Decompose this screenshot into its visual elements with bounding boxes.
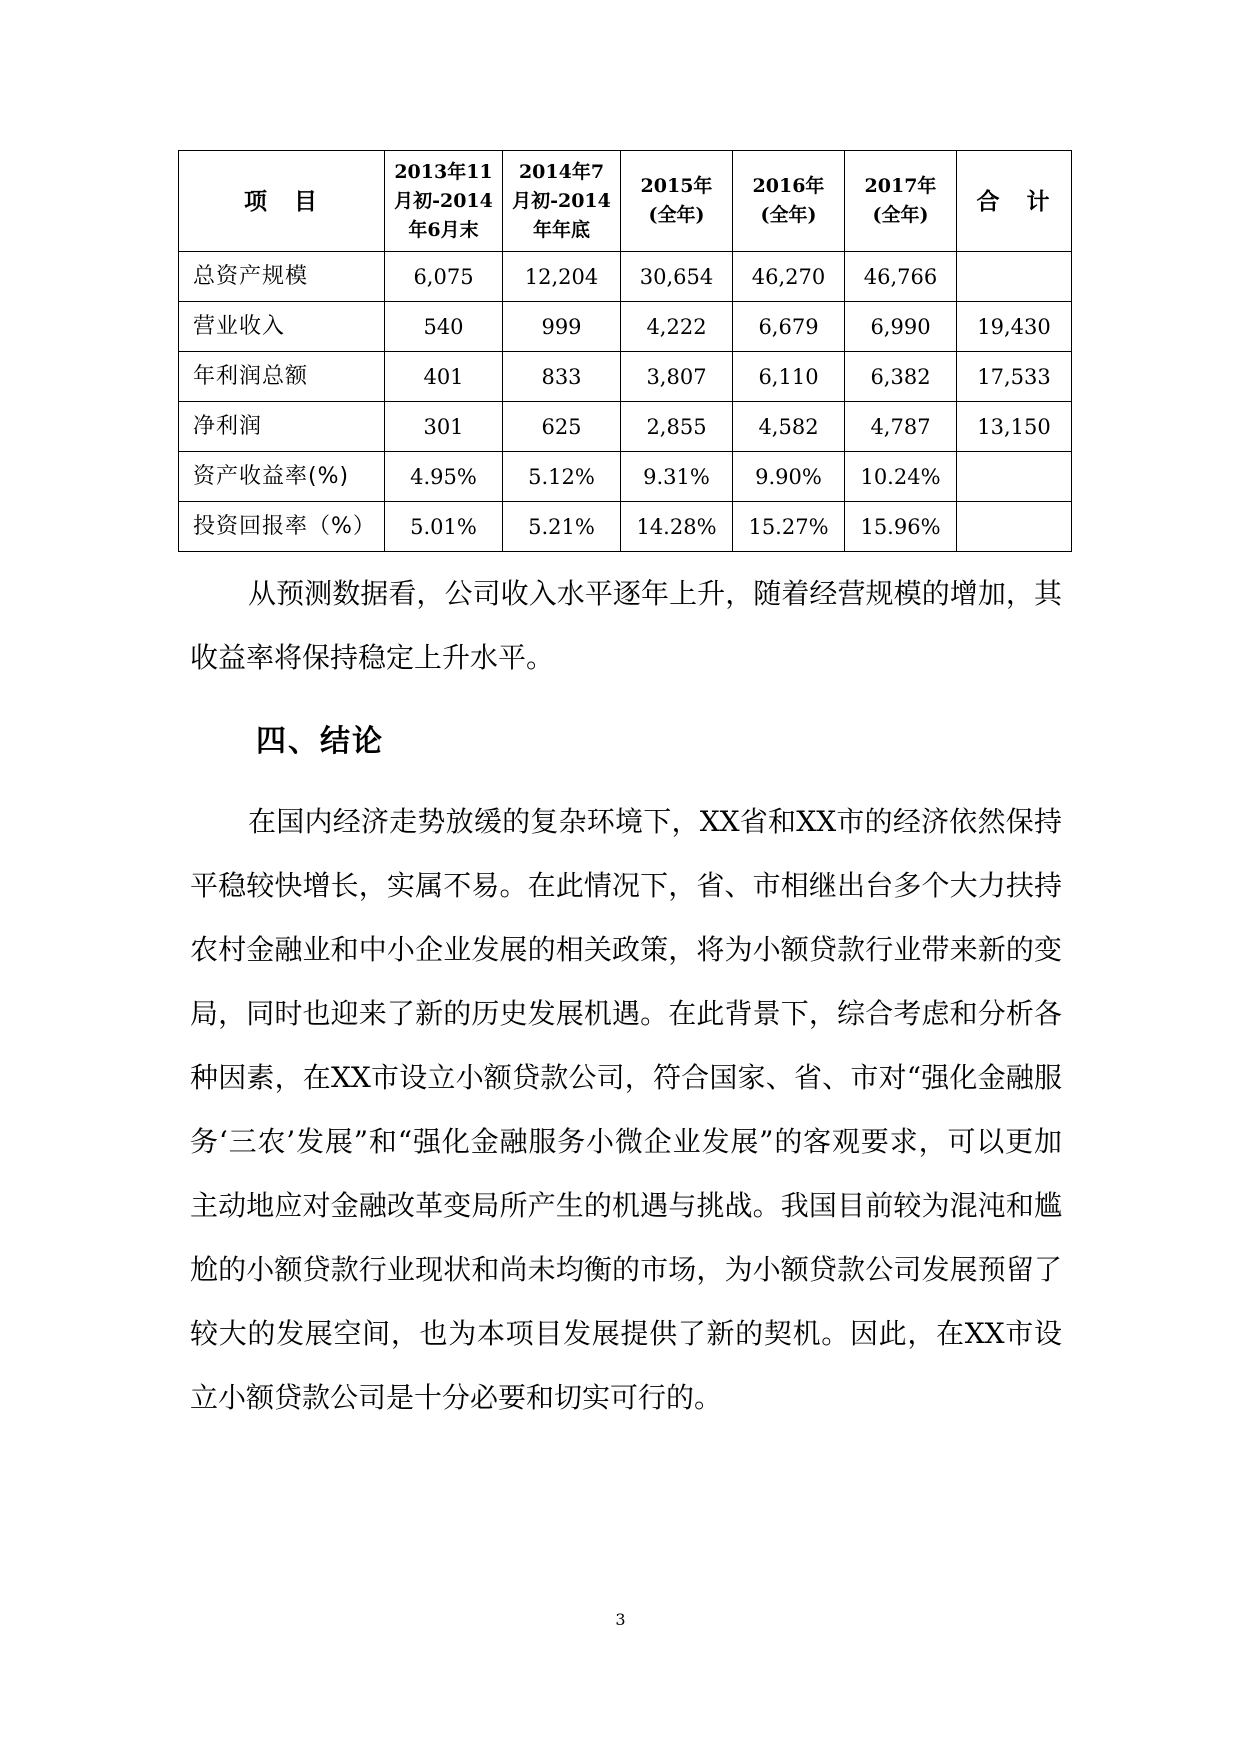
table-cell: 30,654 xyxy=(621,252,733,302)
table-cell: 46,766 xyxy=(845,252,957,302)
row-label: 资产收益率(%) xyxy=(179,452,385,502)
table-cell xyxy=(957,252,1072,302)
table-cell: 9.90% xyxy=(733,452,845,502)
header-2016: 2016年 (全年) xyxy=(733,151,845,252)
table-cell: 12,204 xyxy=(503,252,621,302)
table-cell: 9.31% xyxy=(621,452,733,502)
table-cell: 14.28% xyxy=(621,502,733,552)
financial-forecast-table xyxy=(178,150,1072,552)
table-header-row xyxy=(179,151,1072,252)
table-row xyxy=(179,352,1072,402)
table-cell: 3,807 xyxy=(621,352,733,402)
header-period-2013-2014h1: 2013年11 月初-2014 年6月末 xyxy=(385,151,503,252)
table-cell: 999 xyxy=(503,302,621,352)
page-number: 3 xyxy=(615,1610,626,1629)
table-cell: 5.12% xyxy=(503,452,621,502)
table-row xyxy=(179,302,1072,352)
row-label: 营业收入 xyxy=(179,302,385,352)
header-period-2014h2: 2014年7 月初-2014 年年底 xyxy=(503,151,621,252)
table-cell: 401 xyxy=(385,352,503,402)
table-row xyxy=(179,402,1072,452)
table-cell: 5.01% xyxy=(385,502,503,552)
table-cell: 833 xyxy=(503,352,621,402)
table-cell: 15.27% xyxy=(733,502,845,552)
header-2015: 2015年 (全年) xyxy=(621,151,733,252)
table-cell xyxy=(957,452,1072,502)
row-label: 年利润总额 xyxy=(179,352,385,402)
table-cell: 5.21% xyxy=(503,502,621,552)
table-cell: 15.96% xyxy=(845,502,957,552)
row-label: 总资产规模 xyxy=(179,252,385,302)
table-cell: 6,990 xyxy=(845,302,957,352)
table-header xyxy=(179,151,1072,252)
table-cell: 540 xyxy=(385,302,503,352)
table-cell: 625 xyxy=(503,402,621,452)
section-heading: 四、结论 xyxy=(256,724,384,759)
table-row xyxy=(179,452,1072,502)
table-cell: 17,533 xyxy=(957,352,1072,402)
table-cell: 6,679 xyxy=(733,302,845,352)
table-cell: 4,222 xyxy=(621,302,733,352)
table-cell: 6,382 xyxy=(845,352,957,402)
table-row xyxy=(179,502,1072,552)
row-label: 净利润 xyxy=(179,402,385,452)
header-total: 合 计 xyxy=(957,151,1072,252)
table-row xyxy=(179,252,1072,302)
table-cell: 10.24% xyxy=(845,452,957,502)
conclusion-paragraph: 在国内经济走势放缓的复杂环境下，XX省和XX市的经济依然保持平稳较快增长，实属不易。在此情况下，省、市相继出台多个大力扶持农村金融业和中小企业发展的相关政策，将为小额贷款行业带来新的变局，同时也迎来了新的历史发展机遇。在此背景下，综合考虑和分析各种因素，在XX市设立小额贷款公司，符合国家、省、市对“强化金融服务‘三农’发展”和“强化金融服务小微企业发展”的客观要求，可以更加主动地应对金融改革变局所产生的机遇与挑战。我国目前较为混沌和尴尬的小额贷款行业现状和尚未均衡的市场，为小额贷款公司发展预留了较大的发展空间，也为本项目发展提供了新的契机。因此，在XX市设立小额贷款公司是十分必要和切实可行的。 xyxy=(190,805,1062,1414)
table-cell: 4,787 xyxy=(845,402,957,452)
table-cell: 6,075 xyxy=(385,252,503,302)
row-label: 投资回报率（%） xyxy=(179,502,385,552)
table-cell: 2,855 xyxy=(621,402,733,452)
table-cell: 4.95% xyxy=(385,452,503,502)
table-body xyxy=(179,252,1072,552)
table-cell: 4,582 xyxy=(733,402,845,452)
table-cell: 6,110 xyxy=(733,352,845,402)
table-cell: 13,150 xyxy=(957,402,1072,452)
header-item: 项 目 xyxy=(179,151,385,252)
table-cell: 301 xyxy=(385,402,503,452)
header-2017: 2017年 (全年) xyxy=(845,151,957,252)
forecast-paragraph: 从预测数据看，公司收入水平逐年上升，随着经营规模的增加，其收益率将保持稳定上升水平。 xyxy=(190,577,1062,674)
financial-forecast-table-wrapper xyxy=(178,150,1071,552)
table-cell: 19,430 xyxy=(957,302,1072,352)
table-cell xyxy=(957,502,1072,552)
table-cell: 46,270 xyxy=(733,252,845,302)
